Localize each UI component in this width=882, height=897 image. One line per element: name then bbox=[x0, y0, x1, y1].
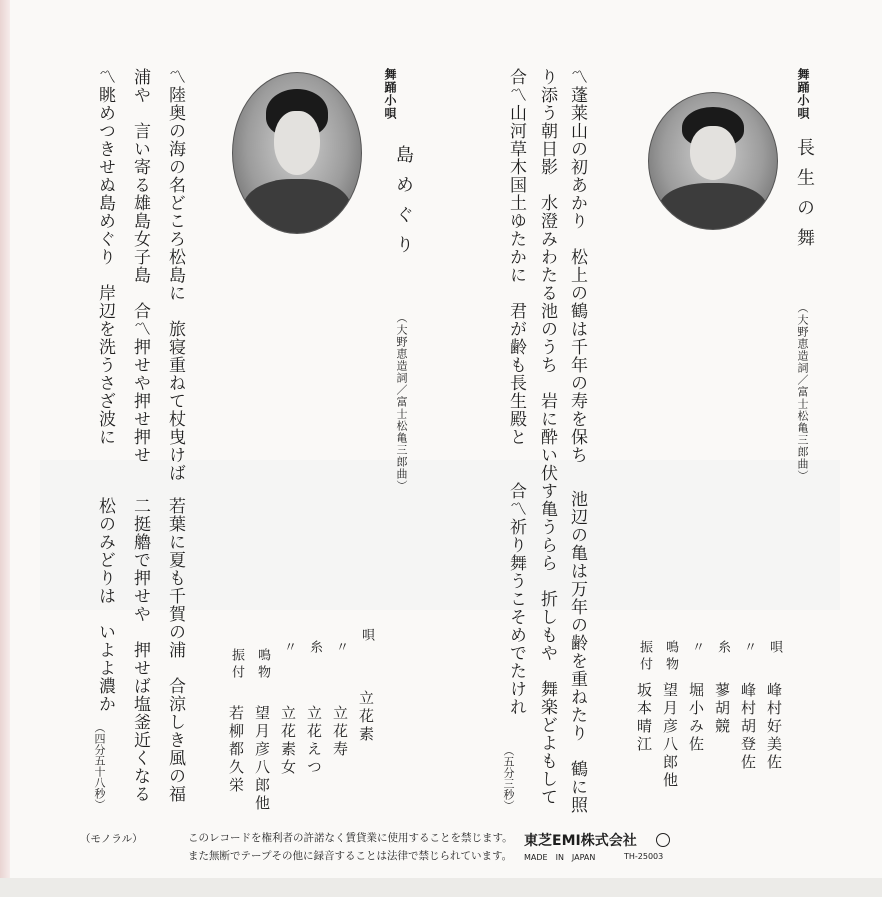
song1-lyric-line-3: 合〽山河草木国土ゆたかに 君が齢も長生殿と bbox=[506, 68, 526, 446]
song1-perf-5-role: 鳴物 bbox=[663, 640, 678, 674]
sleeve-left-edge bbox=[0, 0, 10, 897]
song2-perf-1-role: 唄 bbox=[359, 628, 374, 645]
song1-perf-2-role: 〃 bbox=[741, 640, 756, 657]
song2-perf-3-name: 立花えつ bbox=[305, 705, 323, 777]
photo-face bbox=[274, 111, 320, 175]
song2-lyric-line-6: 松のみどりは いよよ濃か bbox=[95, 497, 115, 713]
notice-line-1: このレコードを権利者の許諾なく賃貸業に使用することを禁じます。 bbox=[188, 832, 513, 844]
song1-duration: （五分三秒） bbox=[502, 745, 515, 811]
song2-perf-5-name: 望月彦八郎他 bbox=[253, 705, 271, 813]
song1-title: 長生の舞 bbox=[794, 138, 815, 258]
song1-perf-2-name: 峰村胡登佐 bbox=[739, 682, 757, 772]
song1-perf-4-name: 堀小み佐 bbox=[687, 682, 705, 754]
song2-lyric-line-2: 浦や 言い寄る雄島女子島 合〽押せや押せ押せ bbox=[130, 68, 150, 464]
show-through-area bbox=[40, 460, 840, 610]
singer-photo-right bbox=[648, 92, 778, 230]
song2-credits: （大野恵造詞／富士松亀三郎曲） bbox=[395, 312, 408, 492]
song2-perf-6-name: 若柳都久栄 bbox=[227, 705, 245, 795]
song2-perf-2-name: 立花寿 bbox=[331, 705, 349, 759]
song1-credits: （大野恵造詞／富士松亀三郎曲） bbox=[796, 302, 809, 482]
song1-perf-4-role: 〃 bbox=[689, 640, 704, 657]
photo-kimono bbox=[659, 183, 767, 230]
photo-face bbox=[690, 126, 736, 180]
song1-lyric-line-4: 池辺の亀は万年の齢を重ねたり 鶴に照 bbox=[567, 490, 587, 814]
song1-perf-3-name: 蓼胡競 bbox=[713, 682, 731, 736]
song1-perf-6-name: 坂本晴江 bbox=[635, 682, 653, 754]
song1-perf-1-name: 峰村好美佐 bbox=[765, 682, 783, 772]
song2-perf-3-role: 糸 bbox=[307, 640, 322, 657]
notice-line-2: また無断でテープその他に録音することは法律で禁じられています。 bbox=[188, 850, 513, 862]
company-name: 東芝EMI株式会社 bbox=[524, 833, 637, 849]
photo-kimono bbox=[243, 179, 351, 234]
song2-genre: 舞踊小唄 bbox=[383, 68, 397, 120]
sleeve-bottom-edge bbox=[0, 878, 882, 897]
song2-lyric-line-1: 〽陸奥の海の名どころ松島に 旅寝重ねて杖曳けば bbox=[165, 68, 185, 482]
made-in-label: MADE IN JAPAN bbox=[524, 853, 596, 862]
song2-lyric-line-4: 若葉に夏も千賀の浦 合涼しき風の福 bbox=[165, 497, 185, 803]
song2-perf-6-role: 振付 bbox=[229, 648, 244, 682]
song1-lyric-line-6: 合〽祈り舞うこそめでたけれ bbox=[506, 482, 526, 716]
song2-perf-1-name: 立花素 bbox=[357, 690, 375, 744]
song1-perf-6-role: 振付 bbox=[637, 640, 652, 674]
song2-lyric-line-3: 〽眺めつきせぬ島めぐり 岸辺を洗うさざ波に bbox=[95, 68, 115, 446]
song1-lyric-line-5: 折しもや 舞楽どよもして bbox=[537, 590, 557, 806]
song1-perf-5-name: 望月彦八郎他 bbox=[661, 682, 679, 790]
company-logo-icon bbox=[656, 833, 670, 847]
song2-perf-4-name: 立花素女 bbox=[279, 705, 297, 777]
mono-label: （モノラル） bbox=[80, 833, 143, 845]
song1-perf-1-role: 唄 bbox=[767, 640, 782, 657]
song2-duration: （四分五十八秒） bbox=[93, 722, 106, 810]
song1-genre: 舞踊小唄 bbox=[796, 68, 810, 120]
song2-perf-5-role: 鳴物 bbox=[255, 648, 270, 682]
song2-perf-4-role: 〃 bbox=[281, 640, 296, 657]
song2-lyric-line-5: 二挺艪で押せや 押せば塩釜近くなる bbox=[130, 497, 150, 803]
singer-photo-left bbox=[232, 72, 362, 234]
song1-lyric-line-2: り添う朝日影 水澄みわたる池のうち 岩に酔い伏す亀うらら bbox=[537, 68, 557, 572]
song1-perf-3-role: 糸 bbox=[715, 640, 730, 657]
song2-perf-2-role: 〃 bbox=[333, 640, 348, 657]
song2-title: 島めぐり bbox=[393, 145, 414, 265]
song1-lyric-line-1: 〽蓬莱山の初あかり 松上の鶴は千年の寿を保ち bbox=[567, 68, 587, 464]
catalog-number: TH-25003 bbox=[624, 852, 664, 861]
